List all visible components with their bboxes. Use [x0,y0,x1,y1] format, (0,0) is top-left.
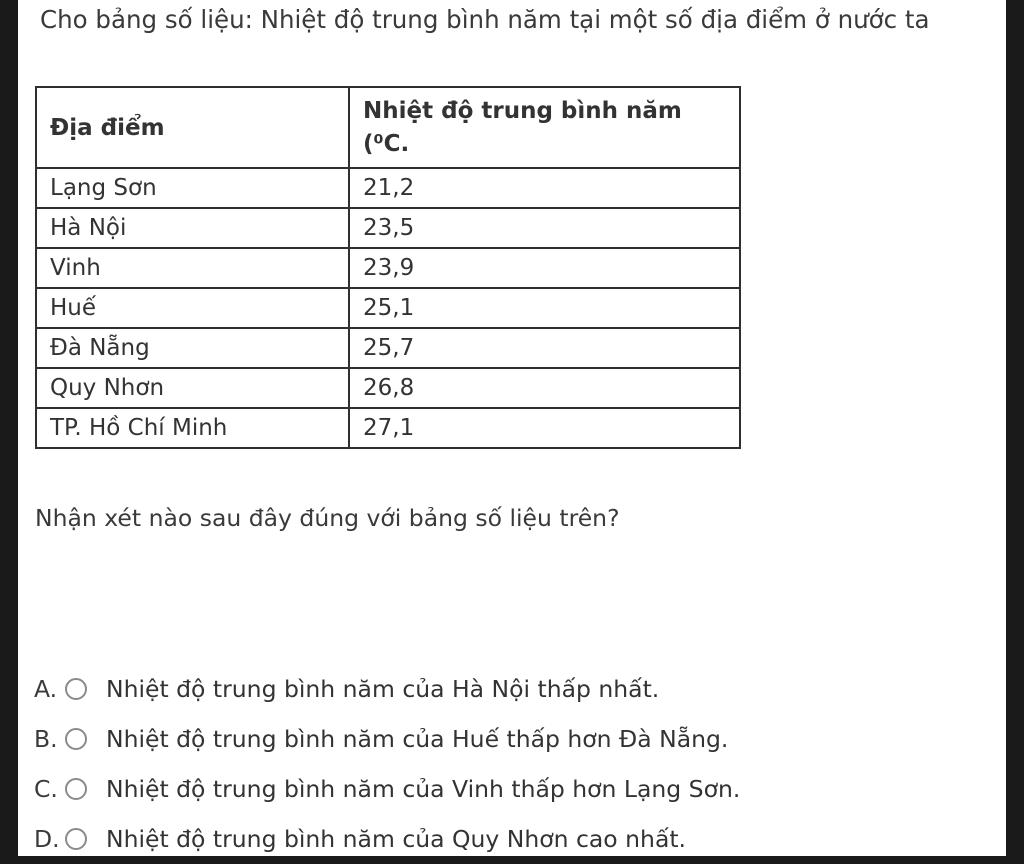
header-location: Địa điểm [36,87,349,168]
table-row [36,328,740,368]
option-text[interactable]: Nhiệt độ trung bình năm của Hà Nội thấp nhất. [106,675,660,703]
option-letter: B. [34,725,58,753]
table-row [36,408,740,448]
option-a[interactable] [34,664,740,714]
option-d[interactable] [34,814,740,864]
radio-button-a[interactable] [65,678,87,700]
page-title: Cho bảng số liệu: Nhiệt độ trung bình năm tại một số địa điểm ở nước ta [40,5,930,34]
radio-button-c[interactable] [65,778,87,800]
temperature-cell: 25,1 [349,288,740,328]
table-header-row [36,87,740,168]
temperature-cell: 23,9 [349,248,740,288]
radio-button-b[interactable] [65,728,87,750]
option-text[interactable]: Nhiệt độ trung bình năm của Quy Nhơn cao nhất. [106,825,687,853]
option-letter: D. [34,825,60,853]
location-cell: Vinh [36,248,349,288]
location-cell: Lạng Sơn [36,168,349,208]
table-row [36,208,740,248]
temperature-cell: 21,2 [349,168,740,208]
location-cell: TP. Hồ Chí Minh [36,408,349,448]
location-cell: Huế [36,288,349,328]
temperature-table [35,86,741,449]
option-text[interactable]: Nhiệt độ trung bình năm của Huế thấp hơn Đà Nẵng. [106,725,729,753]
location-cell: Hà Nội [36,208,349,248]
temperature-cell: 23,5 [349,208,740,248]
header-temperature-line2: (⁰C. [363,130,410,157]
option-text[interactable]: Nhiệt độ trung bình năm của Vinh thấp hơn Lạng Sơn. [106,775,741,803]
option-b[interactable] [34,714,740,764]
header-temperature-line1: Nhiệt độ trung bình năm [363,97,682,124]
temperature-cell: 27,1 [349,408,740,448]
answer-options [34,664,740,864]
table-row [36,368,740,408]
temperature-cell: 26,8 [349,368,740,408]
radio-button-d[interactable] [65,828,87,850]
question-card [18,0,1006,856]
table-row [36,248,740,288]
table-row [36,168,740,208]
table-row [36,288,740,328]
location-cell: Đà Nẵng [36,328,349,368]
header-temperature [349,87,740,168]
question-text: Nhận xét nào sau đây đúng với bảng số liệu trên? [35,504,620,532]
option-c[interactable] [34,764,740,814]
option-letter: C. [34,775,58,803]
location-cell: Quy Nhơn [36,368,349,408]
option-letter: A. [34,675,58,703]
temperature-cell: 25,7 [349,328,740,368]
